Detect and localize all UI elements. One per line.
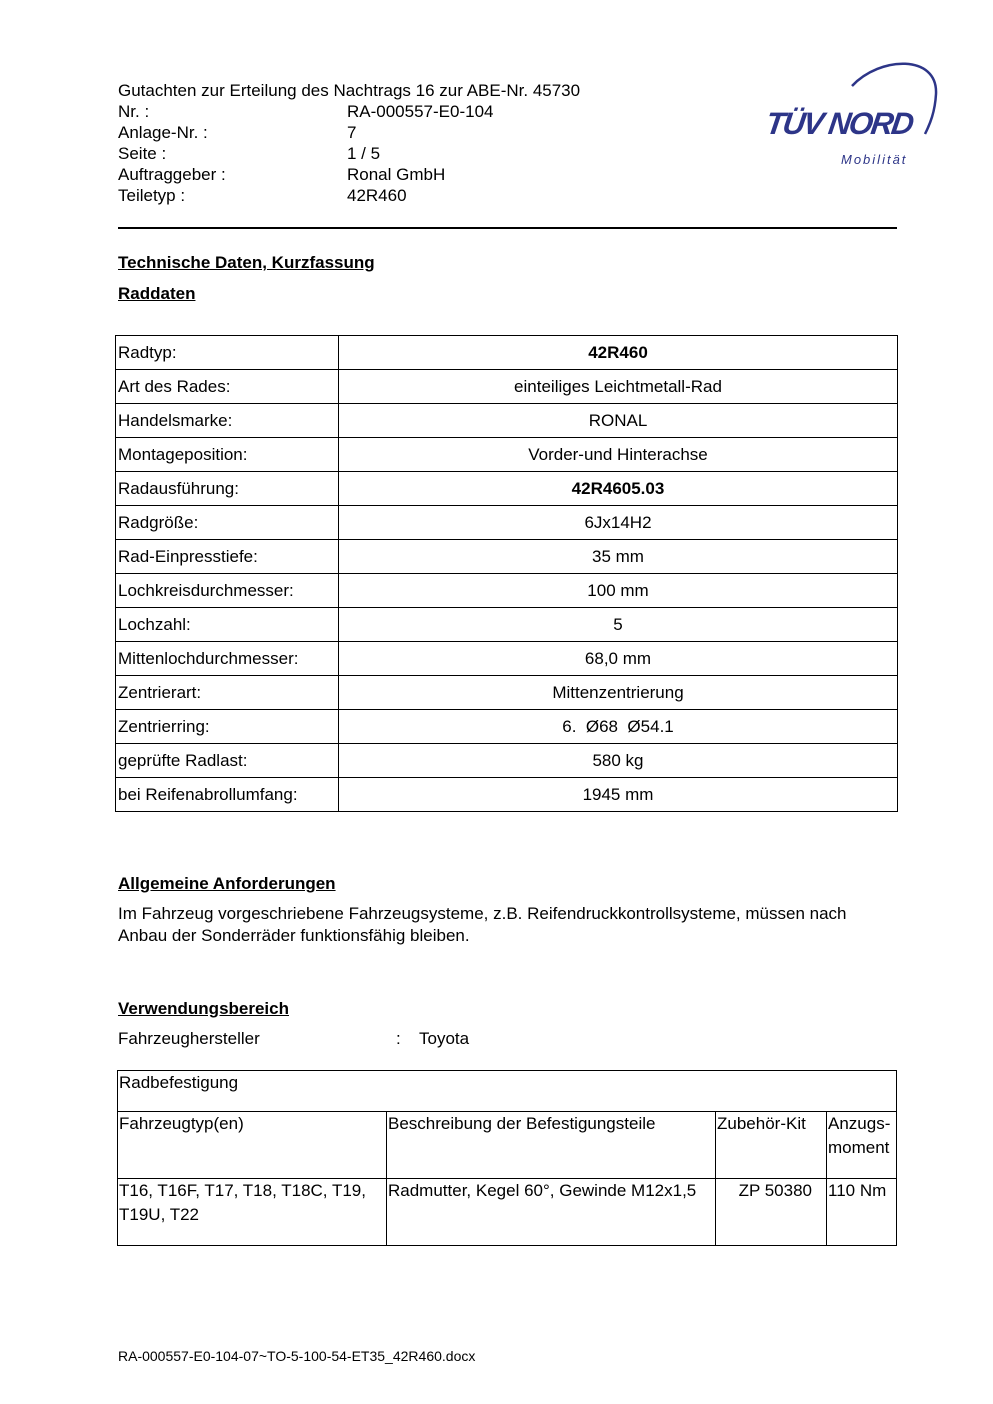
row-label: Lochkreisdurchmesser: (116, 574, 339, 608)
row-label: Mittenlochdurchmesser: (116, 642, 339, 676)
table-row (116, 540, 898, 574)
meta-row-auftraggeber (118, 164, 718, 185)
row-value: 68,0 mm (339, 642, 898, 676)
manufacturer-line (118, 1028, 469, 1050)
requirements-text: Im Fahrzeug vorgeschriebene Fahrzeugsysteme, z.B. Reifendruckkontrollsysteme, müssen nach Anbau der Sonderräder funktionsfähig bleiben. (118, 904, 847, 945)
row-label: Art des Rades: (116, 370, 339, 404)
row-label: Radtyp: (116, 336, 339, 370)
row-label: Handelsmarke: (116, 404, 339, 438)
table-row (116, 744, 898, 778)
table-row (116, 710, 898, 744)
section-heading-wheel: Raddaten (118, 284, 196, 303)
row-value: 42R460 (339, 336, 898, 370)
row-label: Radgröße: (116, 506, 339, 540)
table-row (116, 336, 898, 370)
meta-value: Ronal GmbH (347, 165, 446, 184)
document-header (118, 80, 718, 206)
mounting-table (117, 1070, 897, 1246)
row-value: einteiliges Leichtmetall-Rad (339, 370, 898, 404)
meta-row-nr (118, 101, 718, 122)
table-row (116, 608, 898, 642)
table-row (116, 438, 898, 472)
section-heading-technical: Technische Daten, Kurzfassung (118, 253, 375, 272)
meta-value: 7 (347, 123, 357, 142)
manufacturer-value: Toyota (419, 1029, 470, 1048)
manufacturer-label: Fahrzeughersteller (118, 1029, 260, 1048)
meta-value: 42R460 (347, 186, 407, 205)
row-label: bei Reifenabrollumfang: (116, 778, 339, 812)
row-value: 100 mm (339, 574, 898, 608)
row-value: 42R4605.03 (339, 472, 898, 506)
column-header: Zubehör-Kit (716, 1112, 827, 1179)
wheel-data-table (115, 335, 898, 812)
table-row (116, 574, 898, 608)
section-heading-usage: Verwendungsbereich (118, 999, 289, 1018)
row-label: Montageposition: (116, 438, 339, 472)
manufacturer-colon: : (396, 1029, 401, 1048)
logo-subtitle: Mobilität (841, 152, 908, 167)
row-label: geprüfte Radlast: (116, 744, 339, 778)
table-row (118, 1071, 897, 1112)
footer-filename: RA-000557-E0-104-07~TO-5-100-54-ET35_42R460.docx (118, 1348, 476, 1364)
table-row (116, 778, 898, 812)
column-header: Anzugs-moment (827, 1112, 897, 1179)
row-label: Lochzahl: (116, 608, 339, 642)
table-row (116, 404, 898, 438)
meta-row-teiletyp (118, 185, 718, 206)
table-row (116, 642, 898, 676)
row-label: Zentrierring: (116, 710, 339, 744)
table-row (116, 676, 898, 710)
row-label: Rad-Einpresstiefe: (116, 540, 339, 574)
table-row (118, 1179, 897, 1246)
meta-label: Seite : (118, 144, 167, 163)
table-row (116, 370, 898, 404)
mounting-table-title: Radbefestigung (118, 1071, 897, 1112)
meta-row-seite (118, 143, 718, 164)
fastener-description-cell: Radmutter, Kegel 60°, Gewinde M12x1,5 (387, 1179, 716, 1246)
row-label: Zentrierart: (116, 676, 339, 710)
meta-label: Auftraggeber : (118, 165, 226, 184)
torque-cell: 110 Nm (827, 1179, 897, 1246)
kit-cell: ZP 50380 (716, 1179, 827, 1246)
row-value: Mittenzentrierung (339, 676, 898, 710)
meta-label: Nr. : (118, 102, 150, 121)
meta-label: Anlage-Nr. : (118, 123, 208, 142)
meta-value: RA-000557-E0-104 (347, 102, 494, 121)
logo-wordmark: TÜV NORD (763, 106, 915, 141)
document-title: Gutachten zur Erteilung des Nachtrags 16 zur ABE-Nr. 45730 (118, 81, 581, 100)
row-value: Vorder-und Hinterachse (339, 438, 898, 472)
row-value: 35 mm (339, 540, 898, 574)
table-row (116, 472, 898, 506)
table-row (116, 506, 898, 540)
header-divider (118, 227, 897, 229)
section-heading-requirements: Allgemeine Anforderungen (118, 874, 336, 893)
row-value: RONAL (339, 404, 898, 438)
row-value: 5 (339, 608, 898, 642)
meta-label: Teiletyp : (118, 186, 186, 205)
column-header: Beschreibung der Befestigungsteile (387, 1112, 716, 1179)
vehicle-types-cell: T16, T16F, T17, T18, T18C, T19, T19U, T22 (118, 1179, 387, 1246)
row-label: Radausführung: (116, 472, 339, 506)
tuv-nord-logo (760, 56, 950, 176)
column-header: Fahrzeugtyp(en) (118, 1112, 387, 1179)
row-value: 580 kg (339, 744, 898, 778)
row-value: 6. Ø68 Ø54.1 (339, 710, 898, 744)
row-value: 1945 mm (339, 778, 898, 812)
meta-value: 1 / 5 (347, 144, 381, 163)
row-value: 6Jx14H2 (339, 506, 898, 540)
meta-row-anlage (118, 122, 718, 143)
table-header-row (118, 1112, 897, 1179)
